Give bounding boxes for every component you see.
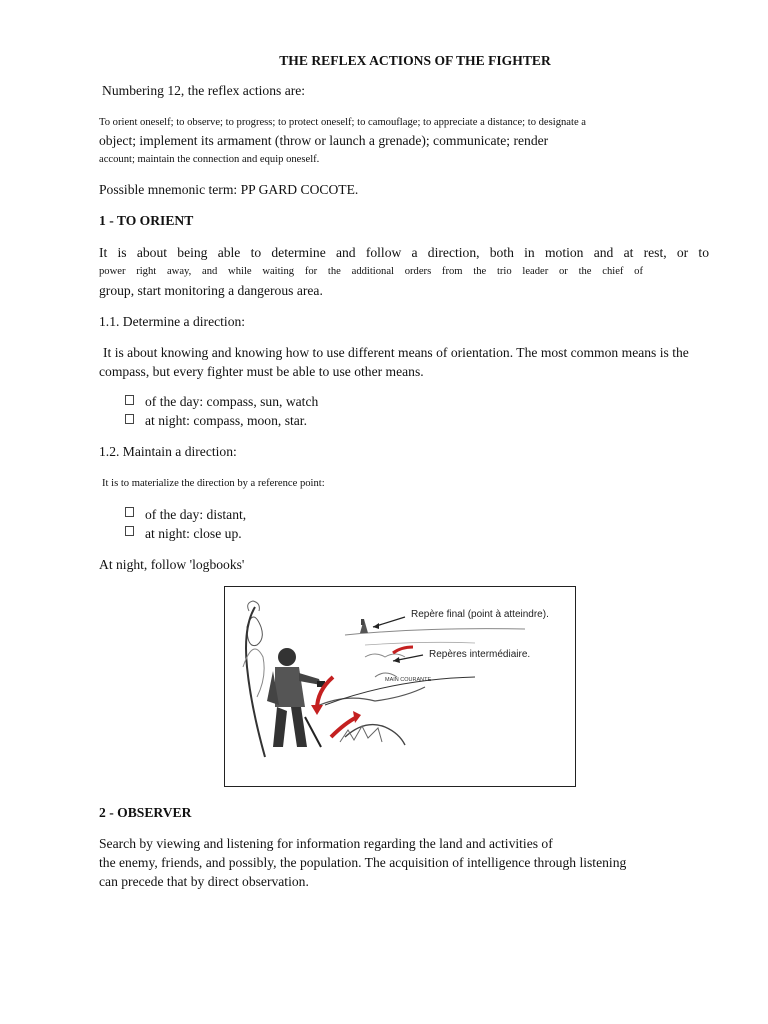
subsection-1-2-text: It is to materialize the direction by a reference point: xyxy=(102,478,325,489)
label-handrail: MAIN COURANTE xyxy=(385,677,432,683)
subsection-1-1-heading: 1.1. Determine a direction: xyxy=(99,314,246,329)
subsection-1-2-heading: 1.2. Maintain a direction: xyxy=(99,444,237,459)
section-1-para-line-2: power right away, and while waiting for the additional orders from the trio leader or the chief of xyxy=(99,266,643,277)
section-2-line-3: can precede that by direct observation. xyxy=(99,874,309,889)
section-1-para-line-3: group, start monitoring a dangerous area. xyxy=(99,283,323,298)
reflex-list-line-2: object; implement its armament (throw or launch a grenade); communicate; render xyxy=(99,133,549,148)
subsection-1-1-bullet-1: of the day: compass, sun, watch xyxy=(145,394,319,409)
section-2-line-2: the enemy, friends, and possibly, the population. The acquisition of intelligence through listening xyxy=(99,855,627,870)
bullet-icon xyxy=(125,526,134,536)
intro-text: Numbering 12, the reflex actions are: xyxy=(102,83,306,98)
label-final-landmark: Repère final (point à atteindre). xyxy=(411,609,549,620)
bullet-icon xyxy=(125,395,134,405)
subsection-1-1-line-2: compass, but every fighter must be able to use other means. xyxy=(99,364,424,379)
document-title: THE REFLEX ACTIONS OF THE FIGHTER xyxy=(279,53,551,68)
subsection-1-2-bullet-1: of the day: distant, xyxy=(145,507,247,522)
section-1-para-line-1: It is about being able to determine and follow a direction, both in motion and at rest, or to xyxy=(99,245,709,260)
subsection-1-1-bullet-2: at night: compass, moon, star. xyxy=(145,413,307,428)
label-intermediate-landmarks: Repères intermédiaire. xyxy=(429,649,531,660)
night-note: At night, follow 'logbooks' xyxy=(99,557,245,572)
reflex-list-line-3: account; maintain the connection and equip oneself. xyxy=(99,154,320,165)
section-2-heading: 2 - OBSERVER xyxy=(99,805,192,820)
bullet-icon xyxy=(125,507,134,517)
subsection-1-1-line-1: It is about knowing and knowing how to use different means of orientation. The most common means is the xyxy=(103,345,689,360)
section-2-line-1: Search by viewing and listening for information regarding the land and activities of xyxy=(99,836,553,851)
reflex-list-line-1: To orient oneself; to observe; to progress; to protect oneself; to camouflage; to appreciate a distance; to designate a xyxy=(99,117,586,128)
mnemonic-text: Possible mnemonic term: PP GARD COCOTE. xyxy=(99,182,359,197)
bullet-icon xyxy=(125,414,134,424)
orientation-illustration xyxy=(224,586,576,787)
subsection-1-2-bullet-2: at night: close up. xyxy=(145,526,242,541)
section-1-heading: 1 - TO ORIENT xyxy=(99,213,194,228)
